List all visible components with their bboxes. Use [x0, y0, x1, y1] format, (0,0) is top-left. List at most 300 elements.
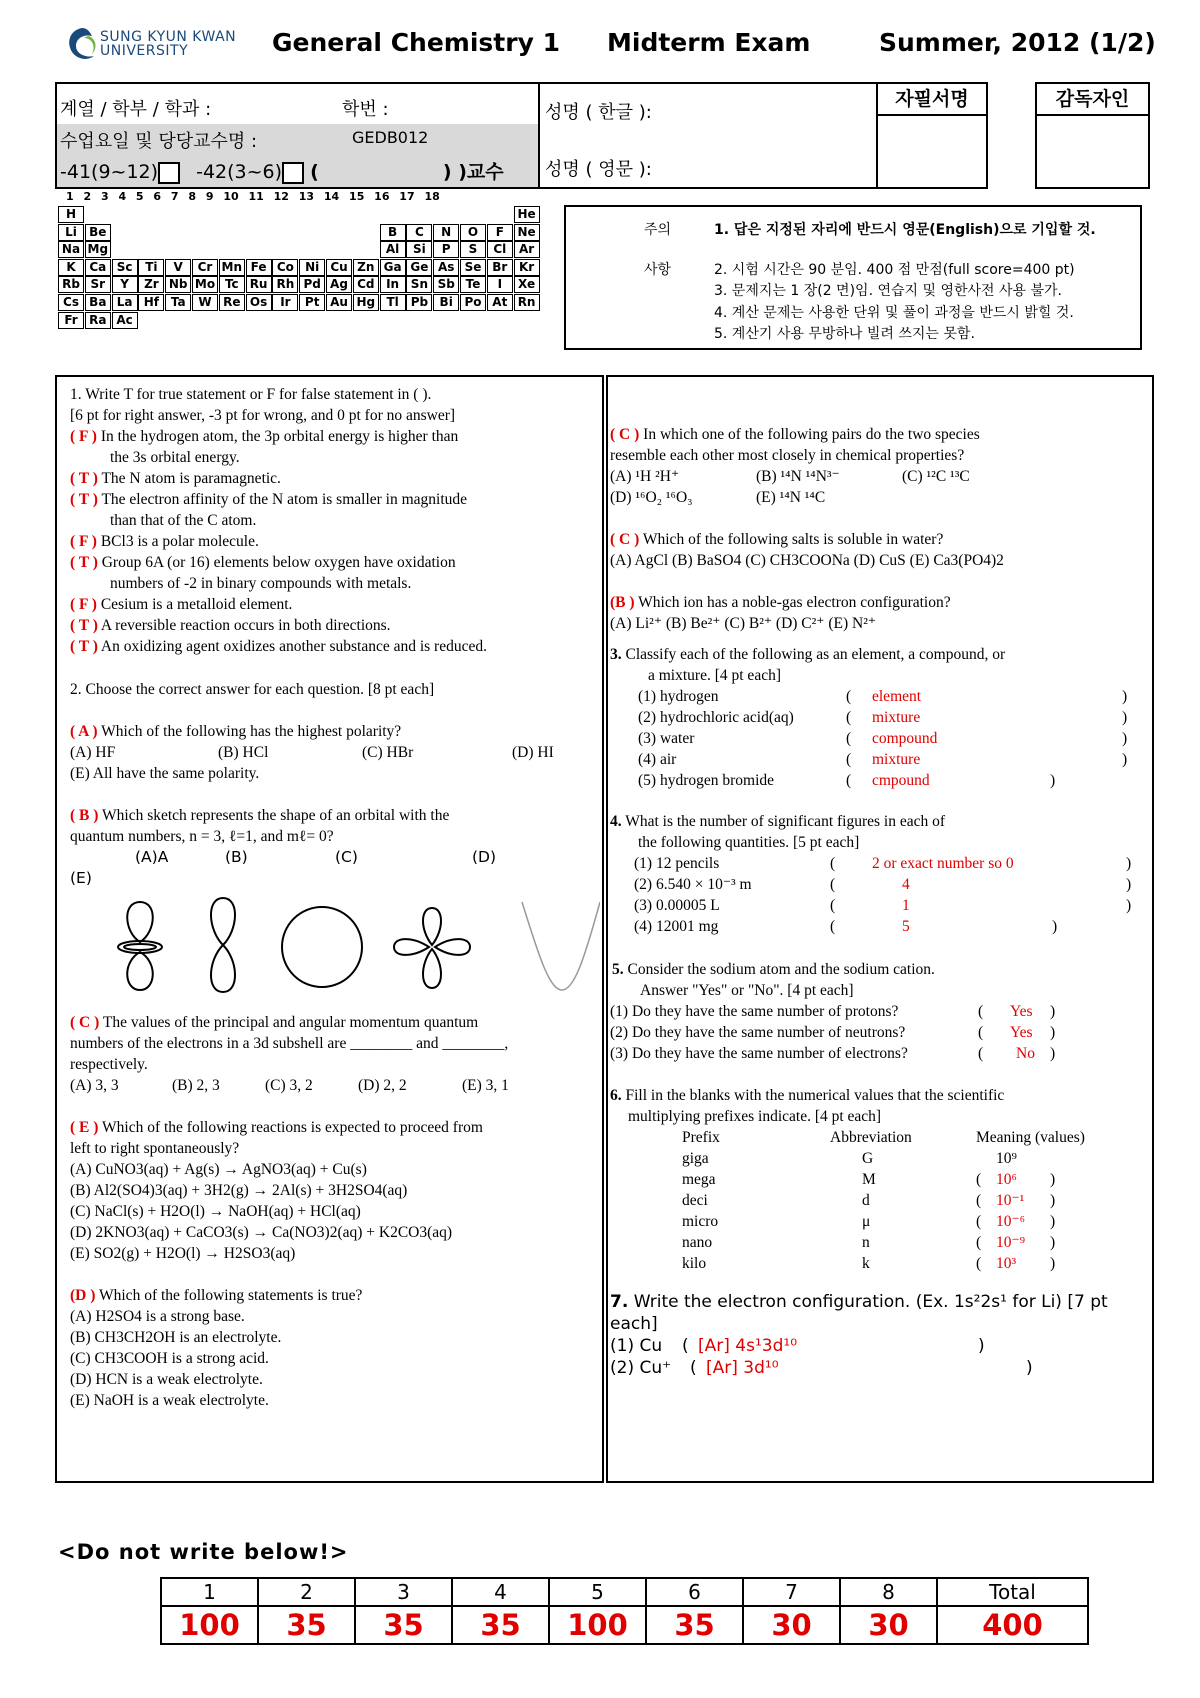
dept-label: 계열 / 학부 / 학과 : — [60, 99, 212, 120]
element-cell: Be — [85, 224, 111, 241]
element-cell: Ti — [138, 259, 164, 276]
answer-mark: ( T ) — [70, 470, 98, 487]
name-korean-label: 성명 ( 한글 ): — [545, 102, 652, 123]
option: (E) SO2(g) + H2O(l) → H2SO3(aq) — [70, 1245, 296, 1262]
element-cell: Ar — [514, 241, 540, 258]
paren-close: ) — [1052, 918, 1058, 935]
exam-title: Midterm Exam — [607, 28, 811, 57]
term-title: Summer, 2012 (1/2) — [879, 28, 1156, 57]
element-cell: Rb — [58, 276, 84, 293]
paren-open: ( — [846, 709, 852, 726]
element-cell: Tl — [380, 294, 406, 311]
answer-value[interactable]: No — [1016, 1045, 1035, 1062]
option: (D) 2, 2 — [358, 1077, 407, 1094]
element-cell: As — [433, 259, 459, 276]
score-column-header: 1 — [161, 1578, 258, 1606]
element-cell: Po — [460, 294, 486, 311]
paren-close: ) — [1122, 730, 1128, 747]
question-text: Consider the sodium atom and the sodium cation. — [627, 961, 935, 978]
element-cell: B — [380, 224, 406, 241]
element-cell: Hf — [138, 294, 164, 311]
element-cell: In — [380, 276, 406, 293]
option: (C) NaCl(s) + H2O(l) → NaOH(aq) + HCl(aq) — [70, 1203, 361, 1220]
element-cell: Ra — [85, 312, 111, 329]
question-text: each] — [610, 1314, 658, 1334]
notes-label-2: 사항 — [644, 262, 672, 278]
paren-close: ) — [1050, 1255, 1056, 1272]
element-cell: Al — [380, 241, 406, 258]
answer-value[interactable]: 10⁻⁶ — [996, 1213, 1026, 1230]
prefix-name: mega — [682, 1171, 716, 1188]
element-cell: F — [487, 224, 513, 241]
prefix-name: giga — [682, 1150, 709, 1167]
answer-mark: ( F ) — [70, 533, 97, 550]
answer-value[interactable]: cmpound — [872, 772, 930, 789]
paren-close: ) — [1126, 876, 1132, 893]
question-text: multiplying prefixes indicate. [4 pt each] — [628, 1108, 882, 1125]
score-value: 30 — [743, 1606, 840, 1644]
statement-text: than that of the C atom. — [110, 512, 257, 529]
element-cell: V — [165, 259, 191, 276]
option: (E) NaOH is a weak electrolyte. — [70, 1392, 269, 1409]
section-row — [60, 157, 504, 184]
professor-label: ) )교수 — [442, 161, 504, 183]
prefix-abbr: G — [862, 1150, 874, 1167]
element-cell: Pb — [406, 294, 432, 311]
course-title: General Chemistry 1 — [272, 28, 560, 57]
answer-mark: (B ) — [610, 594, 635, 611]
prefix-abbr: n — [862, 1234, 870, 1251]
element-cell: Si — [406, 241, 432, 258]
sigfig-item: (3) 0.00005 L — [634, 897, 720, 914]
element-cell: Ni — [299, 259, 325, 276]
notes-box — [564, 205, 1142, 350]
element-cell: At — [487, 294, 513, 311]
element-cell: Au — [326, 294, 352, 311]
element-cell: Rh — [272, 276, 298, 293]
score-column-header: 2 — [258, 1578, 355, 1606]
tf-item — [110, 574, 411, 594]
answer-value[interactable]: [Ar] 4s¹3d¹⁰ — [698, 1336, 798, 1356]
tf-item — [70, 637, 487, 657]
professor-open: ( — [310, 161, 319, 183]
tf-item — [70, 490, 467, 510]
classify-item: (4) air — [638, 751, 677, 768]
question-text: numbers of the electrons in a 3d subshell are ________ and ________, — [70, 1035, 509, 1052]
element-cell: Cs — [58, 294, 84, 311]
answer-value[interactable]: Yes — [1010, 1024, 1033, 1041]
element-cell: Cu — [326, 259, 352, 276]
classify-item: (3) water — [638, 730, 695, 747]
element-cell: Mg — [85, 241, 111, 258]
answer-mark: ( F ) — [70, 596, 97, 613]
question-text: a mixture. [4 pt each] — [648, 667, 781, 684]
element-cell: Kr — [514, 259, 540, 276]
option: (E) All have the same polarity. — [70, 765, 260, 782]
statement-text: A reversible reaction occurs in both directions. — [97, 617, 391, 634]
element-cell: K — [58, 259, 84, 276]
element-cell: Ir — [272, 294, 298, 311]
paren-open: ( — [976, 1234, 982, 1251]
element-cell: Hg — [353, 294, 379, 311]
score-table — [160, 1577, 1089, 1645]
paren-open: ( — [830, 855, 836, 872]
paren-close: ) — [1122, 688, 1128, 705]
tf-item — [70, 616, 391, 636]
answer-mark: ( B ) — [70, 807, 99, 824]
score-column-header: 6 — [646, 1578, 743, 1606]
s-orbital-sketch — [282, 907, 362, 987]
question-number: 6. — [610, 1087, 622, 1104]
paren-close: ) — [1122, 751, 1128, 768]
option: (A) CuNO3(aq) + Ag(s) → AgNO3(aq) + Cu(s) — [70, 1161, 367, 1178]
element-cell: Sb — [433, 276, 459, 293]
question-text: quantum numbers, n = 3, ℓ=1, and mℓ= 0? — [70, 828, 334, 845]
score-value: 30 — [840, 1606, 937, 1644]
paren-close: ) — [1050, 772, 1056, 789]
element-cell: Li — [58, 224, 84, 241]
d-orbital-sketch — [394, 908, 470, 988]
note-item: 1. 답은 지정된 자리에 반드시 영문(English)으로 기입할 것. — [714, 222, 1096, 238]
paren-close: ) — [1126, 855, 1132, 872]
student-id-label: 학번 : — [342, 99, 389, 120]
element-cell: Ta — [165, 294, 191, 311]
element-cell: Ru — [246, 276, 272, 293]
note-item: 3. 문제지는 1 장(2 면)임. 연습지 및 영한사전 사용 불가. — [714, 283, 1063, 299]
classify-item: (1) hydrogen — [638, 688, 719, 705]
question-text: Classify each of the following as an element, a compound, or — [621, 646, 1006, 663]
paren-close: ) — [1050, 1234, 1056, 1251]
answer-value[interactable]: 4 — [902, 876, 910, 893]
statement-text: Group 6A (or 16) elements below oxygen have oxidation — [97, 554, 456, 571]
score-column-header: Total — [937, 1578, 1088, 1606]
university-name: SUNG KYUN KWAN UNIVERSITY — [100, 29, 237, 59]
answer-value[interactable]: compound — [872, 730, 938, 747]
section-42-label: -42(3~6) — [196, 161, 283, 183]
element-cell: Co — [272, 259, 298, 276]
answer-value[interactable]: [Ar] 3d¹⁰ — [706, 1358, 779, 1378]
element-cell: I — [487, 276, 513, 293]
element-cell: Sr — [85, 276, 111, 293]
question-text: The values of the principal and angular momentum quantum — [99, 1014, 479, 1031]
option-label: (C) — [335, 848, 358, 866]
element-cell: Ga — [380, 259, 406, 276]
score-value: 35 — [355, 1606, 452, 1644]
option: (C) ¹²C ¹³C — [902, 468, 970, 485]
prefix-name: kilo — [682, 1255, 707, 1272]
note-item: 2. 시험 시간은 90 분임. 400 점 만점(full score=400 pt) — [714, 262, 1075, 278]
element-cell: La — [112, 294, 138, 311]
notes-label-1: 주의 — [644, 222, 672, 238]
option: (C) 3, 2 — [265, 1077, 313, 1094]
question-text: Which of the following salts is soluble in water? — [639, 531, 944, 548]
parabola-sketch — [522, 902, 600, 990]
question-text: left to right spontaneously? — [70, 1140, 240, 1157]
score-column-header: 5 — [549, 1578, 646, 1606]
classify-item: (2) hydrochloric acid(aq) — [638, 709, 794, 726]
tf-item — [70, 469, 281, 489]
tf-item — [70, 427, 458, 447]
option: (E) 3, 1 — [462, 1077, 509, 1094]
element-cell: Mo — [192, 276, 218, 293]
paren-open: ( — [976, 1171, 982, 1188]
question-text: Fill in the blanks with the numerical values that the scientific — [621, 1087, 1005, 1104]
tf-item — [70, 553, 456, 573]
answer-mark: ( T ) — [70, 554, 98, 571]
q2-title: 2. Choose the correct answer for each question. [8 pt each] — [70, 681, 435, 698]
question-number: 4. — [610, 813, 622, 830]
paren-open: ( — [846, 751, 852, 768]
answer-mark: ( T ) — [70, 491, 98, 508]
answer-value[interactable]: 5 — [902, 918, 910, 935]
answer-value[interactable]: 10⁻⁹ — [996, 1234, 1026, 1251]
element-cell: Os — [246, 294, 272, 311]
element-cell: Cr — [192, 259, 218, 276]
name-english-label: 성명 ( 영문 ): — [545, 159, 652, 180]
paren-close: ) — [1050, 1213, 1056, 1230]
paren-close: ) — [1050, 1192, 1056, 1209]
signature-label: 자필서명 — [895, 88, 969, 110]
element-cell: Fe — [246, 259, 272, 276]
prefix-name: nano — [682, 1234, 713, 1251]
section-41-label: -41(9~12) — [60, 161, 159, 183]
element-cell: W — [192, 294, 218, 311]
paren-open: ( — [976, 1255, 982, 1272]
answer-value[interactable]: 2 or exact number so 0 — [872, 855, 1014, 872]
element-cell: Na — [58, 241, 84, 258]
paren-close: ) — [1050, 1045, 1056, 1062]
element-cell: Y — [112, 276, 138, 293]
element-cell: Zn — [353, 259, 379, 276]
answer-mark: (D ) — [70, 1287, 96, 1304]
prefix-value: 10⁹ — [996, 1150, 1017, 1167]
element-cell: Pt — [299, 294, 325, 311]
element-cell: Ag — [326, 276, 352, 293]
paren-close: ) — [1126, 897, 1132, 914]
answer-value[interactable]: Yes — [1010, 1003, 1033, 1020]
option: (A) HF — [70, 744, 116, 761]
element-cell: Ge — [406, 259, 432, 276]
element-cell: Te — [460, 276, 486, 293]
element-cell: Bi — [433, 294, 459, 311]
score-value: 100 — [161, 1606, 258, 1644]
element-cell: Ba — [85, 294, 111, 311]
tf-item — [70, 595, 292, 615]
option-label: (E) — [70, 869, 92, 887]
question-text: Which of the following has the highest polarity? — [97, 723, 402, 740]
answer-value[interactable]: 10⁶ — [996, 1171, 1017, 1188]
table-header: Prefix — [682, 1129, 720, 1146]
element-cell: Ac — [112, 312, 138, 329]
question-text: Answer "Yes" or "No". [4 pt each] — [640, 982, 854, 999]
paren-open: ( — [978, 1045, 984, 1062]
score-value: 35 — [452, 1606, 549, 1644]
paren-open: ( — [978, 1003, 984, 1020]
q1-title: 1. Write T for true statement or F for false statement in ( ). — [70, 386, 432, 403]
element-cell: O — [460, 224, 486, 241]
paren-open: ( — [976, 1213, 982, 1230]
option: (B) HCl — [218, 744, 269, 761]
option: (C) HBr — [362, 744, 414, 761]
question-text: What is the number of significant figures in each of — [621, 813, 946, 830]
answer-mark: ( C ) — [610, 531, 640, 548]
option: (C) CH3COOH is a strong acid. — [70, 1350, 269, 1367]
prefix-abbr: μ — [862, 1213, 871, 1230]
paren-open: ( — [846, 688, 852, 705]
statement-text: the 3s orbital energy. — [110, 449, 240, 466]
score-column-header: 7 — [743, 1578, 840, 1606]
paren-open: ( — [846, 772, 852, 789]
paren-open: ( — [976, 1192, 982, 1209]
question-number: 3. — [610, 646, 622, 663]
question-text: resemble each other most closely in chemical properties? — [610, 447, 965, 464]
question-text: the following quantities. [5 pt each] — [638, 834, 860, 851]
section-41-checkbox[interactable] — [158, 162, 180, 184]
prefix-abbr: M — [862, 1171, 876, 1188]
answer-mark: ( F ) — [70, 428, 97, 445]
prefix-name: micro — [682, 1213, 719, 1230]
element-cell: Ne — [514, 224, 540, 241]
option: (A) H2SO4 is a strong base. — [70, 1308, 245, 1325]
score-value: 400 — [937, 1606, 1088, 1644]
statement-text: BCl3 is a polar molecule. — [96, 533, 259, 550]
orbital-sketches — [110, 890, 600, 1000]
element-cell: Cd — [353, 276, 379, 293]
config-item: (2) Cu⁺ — [610, 1358, 672, 1378]
university-logo-icon — [62, 24, 102, 66]
score-value: 35 — [258, 1606, 355, 1644]
yes-no-item: (2) Do they have the same number of neutrons? — [610, 1024, 906, 1041]
answer-mark: ( C ) — [610, 426, 640, 443]
option: (B) CH3CH2OH is an electrolyte. — [70, 1329, 282, 1346]
tf-item — [70, 532, 259, 552]
element-cell: Xe — [514, 276, 540, 293]
option: (B) Al2(SO4)3(aq) + 3H2(g) → 2Al(s) + 3H2SO4(aq) — [70, 1182, 408, 1199]
q1-scoring: [6 pt for right answer, -3 pt for wrong, and 0 pt for no answer] — [70, 407, 456, 424]
dz2-orbital-sketch — [118, 902, 162, 990]
prefix-abbr: d — [862, 1192, 870, 1209]
element-cell: He — [514, 206, 540, 223]
element-cell: Ca — [85, 259, 111, 276]
question-text: Write the electron configuration. (Ex. 1s²2s¹ for Li) [7 pt — [628, 1292, 1108, 1312]
score-value: 35 — [646, 1606, 743, 1644]
option: (A) ¹H ²H⁺ — [610, 468, 680, 485]
paren-open: ( — [846, 730, 852, 747]
yes-no-item: (3) Do they have the same number of electrons? — [610, 1045, 908, 1062]
score-column-header: 3 — [355, 1578, 452, 1606]
sigfig-item: (1) 12 pencils — [634, 855, 720, 872]
answer-value[interactable]: mixture — [872, 751, 921, 768]
section-42-checkbox[interactable] — [282, 162, 304, 184]
element-cell: Mn — [219, 259, 245, 276]
element-cell: Zr — [138, 276, 164, 293]
paren-open: ( — [830, 876, 836, 893]
tf-item — [110, 511, 256, 531]
option: (D) ¹⁶O₂ ¹⁶O₃ — [610, 489, 693, 506]
option: (A) 3, 3 — [70, 1077, 119, 1094]
paren-open: ( — [682, 1336, 689, 1356]
periodic-table — [58, 190, 548, 330]
element-cell: Se — [460, 259, 486, 276]
element-cell: C — [406, 224, 432, 241]
question-text: In which one of the following pairs do the two species — [639, 426, 980, 443]
yes-no-item: (1) Do they have the same number of protons? — [610, 1003, 899, 1020]
answer-mark: ( T ) — [70, 638, 98, 655]
answer-value[interactable]: element — [872, 688, 922, 705]
element-cell: Br — [487, 259, 513, 276]
config-item: (1) Cu — [610, 1336, 663, 1356]
element-cell: Rn — [514, 294, 540, 311]
answer-value[interactable]: 1 — [902, 897, 910, 914]
paren-close: ) — [1026, 1358, 1033, 1378]
answer-value[interactable]: 10⁻¹ — [996, 1192, 1025, 1209]
statement-text: In the hydrogen atom, the 3p orbital energy is higher than — [96, 428, 459, 445]
element-cell: Re — [219, 294, 245, 311]
score-value: 100 — [549, 1606, 646, 1644]
option: (B) ¹⁴N ¹⁴N³⁻ — [756, 468, 840, 485]
answer-mark: ( C ) — [70, 1014, 100, 1031]
p-orbital-sketch — [211, 898, 235, 992]
paren-close: ) — [978, 1336, 985, 1356]
sigfig-item: (2) 6.540 × 10⁻³ m — [634, 876, 752, 893]
option: (D) HCN is a weak electrolyte. — [70, 1371, 263, 1388]
element-cell: Tc — [219, 276, 245, 293]
question-text: Which of the following reactions is expected to proceed from — [98, 1119, 483, 1136]
score-column-header: 8 — [840, 1578, 937, 1606]
table-header: Abbreviation — [830, 1129, 912, 1146]
paren-close: ) — [1050, 1171, 1056, 1188]
paren-close: ) — [1050, 1024, 1056, 1041]
option-label: (D) — [472, 848, 497, 866]
question-number: 5. — [612, 961, 624, 978]
answer-mark: ( T ) — [70, 617, 98, 634]
group-numbers: 1 2 3 4 5 6 7 8 9 10 11 12 13 14 15 16 17 18 — [66, 190, 440, 203]
element-cell: Pd — [299, 276, 325, 293]
answer-mark: ( A ) — [70, 723, 98, 740]
option: (D) 2KNO3(aq) + CaCO3(s) → Ca(NO3)2(aq) + K2CO3(aq) — [70, 1224, 453, 1241]
option: (D) HI — [512, 744, 554, 761]
answer-value[interactable]: 10³ — [996, 1255, 1017, 1272]
paren-close: ) — [1122, 709, 1128, 726]
classify-item: (5) hydrogen bromide — [638, 772, 775, 789]
table-header: Meaning (values) — [976, 1129, 1085, 1146]
statement-text: The electron affinity of the N atom is smaller in magnitude — [97, 491, 468, 508]
proctor-label: 감독자인 — [1055, 88, 1130, 110]
paren-open: ( — [830, 897, 836, 914]
element-cell: P — [433, 241, 459, 258]
element-cell: S — [460, 241, 486, 258]
answer-value[interactable]: mixture — [872, 709, 921, 726]
option: (B) 2, 3 — [172, 1077, 220, 1094]
element-cell: N — [433, 224, 459, 241]
paren-open: ( — [830, 918, 836, 935]
question-text: Which ion has a noble-gas electron configuration? — [634, 594, 951, 611]
element-cell: Sn — [406, 276, 432, 293]
prefix-name: deci — [682, 1192, 708, 1209]
answer-mark: ( E ) — [70, 1119, 99, 1136]
statement-text: An oxidizing agent oxidizes another substance and is reduced. — [97, 638, 487, 655]
element-cell: Nb — [165, 276, 191, 293]
question-text: Which of the following statements is true? — [95, 1287, 363, 1304]
note-item: 5. 계산기 사용 무방하나 빌려 쓰지는 못함. — [714, 326, 975, 342]
option: (A) Li²⁺ (B) Be²⁺ (C) B²⁺ (D) C²⁺ (E) N²⁺ — [610, 615, 877, 632]
paren-open: ( — [978, 1024, 984, 1041]
paren-open: ( — [690, 1358, 697, 1378]
score-column-header: 4 — [452, 1578, 549, 1606]
question-text: Which sketch represents the shape of an orbital with the — [98, 807, 450, 824]
option: (A) AgCl (B) BaSO4 (C) CH3COONa (D) CuS (E) Ca3(PO4)2 — [610, 552, 1004, 569]
course-code: GEDB012 — [352, 128, 429, 147]
